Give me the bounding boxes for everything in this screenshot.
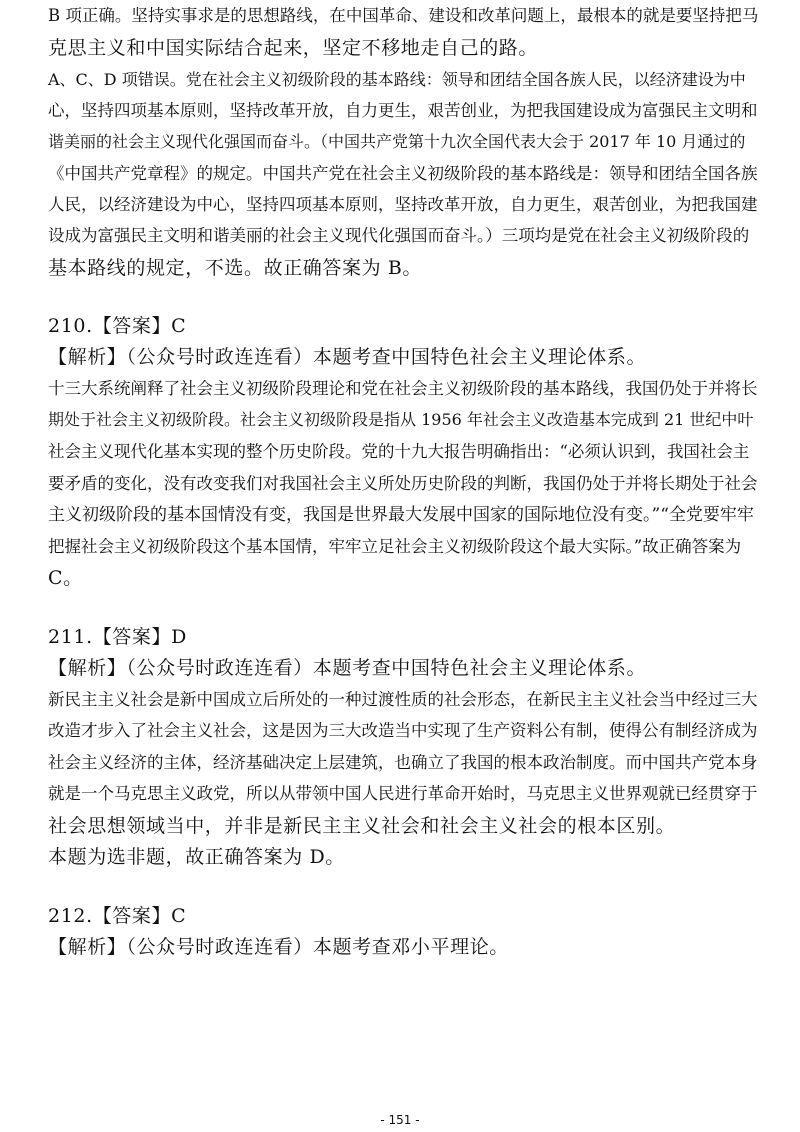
paragraph-line: 期处于社会主义初级阶段。社会主义初级阶段是指从 1956 年社会主义改造基本完成到 21 世纪中叶: [48, 410, 754, 429]
paragraph-line: 《中国共产党章程》的规定。中国共产党在社会主义初级阶段的基本路线是：领导和团结全国各族: [48, 164, 758, 183]
paragraph-line: B 项正确。坚持实事求是的思想路线，在中国革命、建设和改革问题上，最根本的就是要坚持把马: [48, 6, 759, 25]
paragraph-line: 人民，以经济建设为中心，坚持四项基本原则，坚持改革开放，自力更生，艰苦创业，为把我国建: [48, 195, 758, 214]
answer-heading-211: 211.【答案】D: [48, 626, 187, 648]
paragraph-line: 新民主主义社会是新中国成立后所处的一种过渡性质的社会形态，在新民主主义社会当中经过三大: [48, 690, 758, 709]
paragraph-line: 把握社会主义初级阶段这个基本国情，牢牢立足社会主义初级阶段这个最大实际。”故正确答案为: [48, 537, 742, 556]
paragraph-line: A、C、D 项错误。党在社会主义初级阶段的基本路线：领导和团结全国各族人民，以经济建设为中: [48, 70, 746, 89]
paragraph-line: 十三大系统阐释了社会主义初级阶段理论和党在社会主义初级阶段的基本路线，我国仍处于并将长: [48, 379, 758, 398]
paragraph-line: C。: [48, 567, 83, 589]
answer-heading-210: 210.【答案】C: [48, 315, 187, 337]
analysis-heading-212: 【解析】（公众号时政连连看）本题考查邓小平理论。: [48, 936, 509, 958]
answer-heading-212: 212.【答案】C: [48, 905, 187, 927]
paragraph-line: 社会主义经济的主体，经济基础决定上层建筑，也确立了我国的根本政治制度。而中国共产党本身: [48, 753, 758, 772]
paragraph-line: 谐美丽的社会主义现代化强国而奋斗。（中国共产党第十九次全国代表大会于 2017 年 10 月通过的: [48, 132, 746, 151]
paragraph-line: 心，坚持四项基本原则，坚持改革开放，自力更生，艰苦创业，为把我国建设成为富强民主文明和: [48, 101, 758, 120]
paragraph-line: 基本路线的规定，不选。故正确答案为 B。: [48, 257, 423, 279]
paragraph-line: 本题为选非题，故正确答案为 D。: [48, 846, 345, 868]
paragraph-line: 改造才步入了社会主义社会，这是因为三大改造当中实现了生产资料公有制，使得公有制经济成为: [48, 721, 758, 740]
analysis-heading-211: 【解析】（公众号时政连连看）本题考查中国特色社会主义理论体系。: [48, 657, 647, 679]
paragraph-line: 克思主义和中国实际结合起来，坚定不移地走自己的路。: [48, 37, 539, 59]
paragraph-line: 就是一个马克思主义政党，所以从带领中国人民进行革命开始时，马克思主义世界观就已经贯穿于: [48, 784, 758, 803]
paragraph-line: 社会主义现代化基本实现的整个历史阶段。党的十九大报告明确指出：“必须认识到，我国社会主: [48, 442, 750, 461]
analysis-heading-210: 【解析】（公众号时政连连看）本题考查中国特色社会主义理论体系。: [48, 346, 647, 368]
page-number: - 151 -: [380, 1113, 420, 1127]
paragraph-line: 社会思想领域当中，并非是新民主主义社会和社会主义社会的根本区别。: [48, 815, 676, 837]
paragraph-line: 要矛盾的变化，没有改变我们对我国社会主义所处历史阶段的判断，我国仍处于并将长期处于社会: [48, 474, 758, 493]
paragraph-line: 主义初级阶段的基本国情没有变，我国是世界最大发展中国家的国际地位没有变。”“全党要牢牢: [48, 505, 754, 525]
paragraph-line: 设成为富强民主文明和谐美丽的社会主义现代化强国而奋斗。）三项均是党在社会主义初级阶段的: [48, 226, 750, 245]
